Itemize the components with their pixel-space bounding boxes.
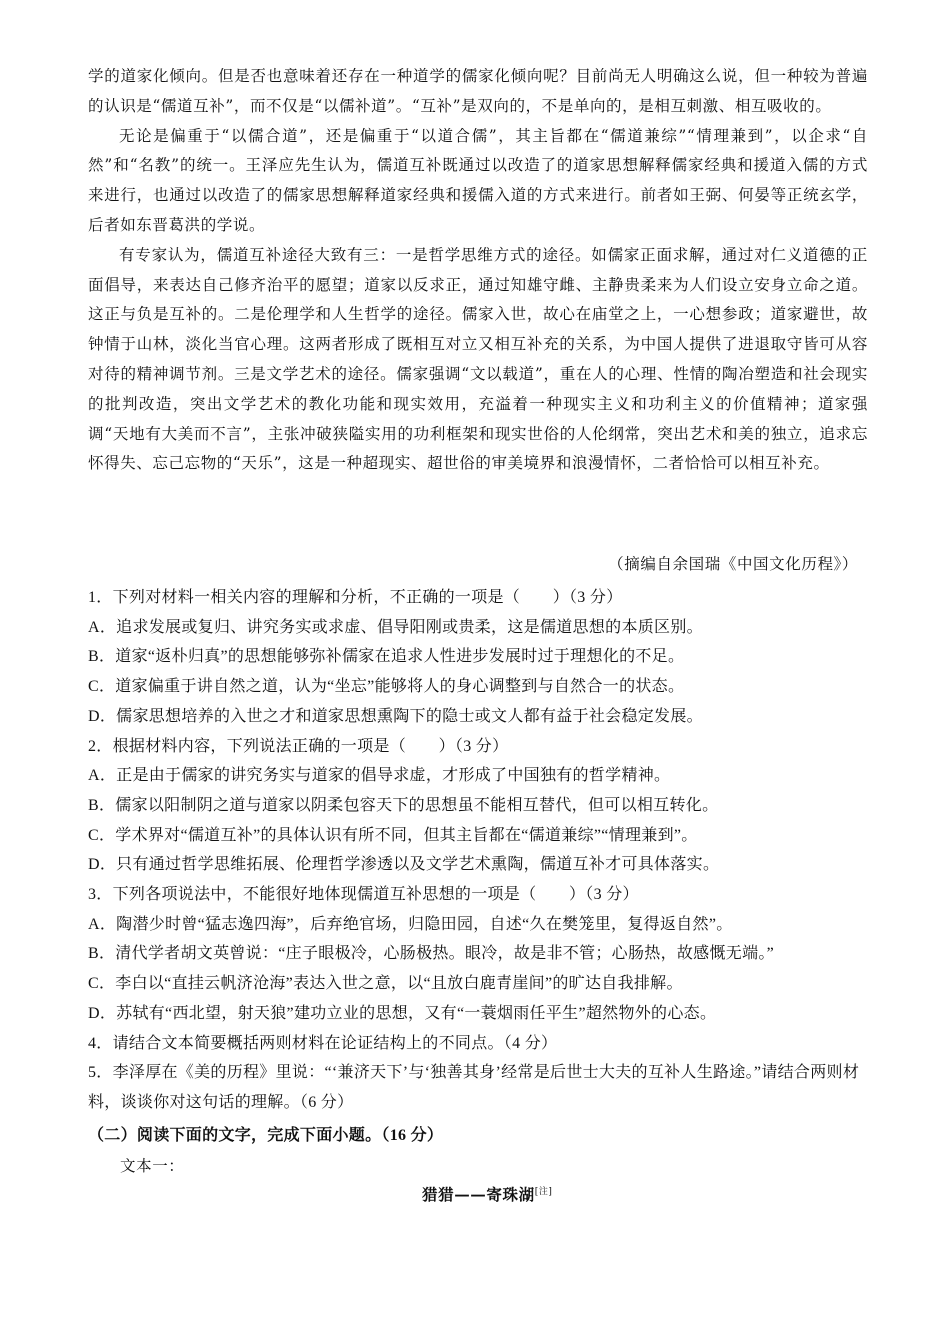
question-3-option-c: C．李白以“直挂云帆济沧海”表达入世之意，以“且放白鹿青崖间”的旷达自我排解。: [88, 975, 683, 993]
poem-title-text: 猎猎——寄珠湖: [422, 1185, 535, 1204]
question-list: [88, 583, 868, 1118]
question-3-option-d: D．苏轼有“西北望，射天狼”建功立业的思想，又有“一蓑烟雨任平生”超然物外的心态。: [88, 1004, 717, 1022]
passage-paragraph-1: 学的道家化倾向。但是否也意味着还存在一种道学的儒家化倾向呢？目前尚无人明确这么说，但一种较为普遍的认识是“儒道互补”，而不仅是“以儒补道”。“互补”是双向的，不是单向的，是相互刺激、相互吸收的。: [88, 67, 868, 115]
question-5: 5．李泽厚在《美的历程》里说：“‘兼济天下’与‘独善其身’经常是后世士大夫的互补人生路途。”请结合两则材料，谈谈你对这句话的理解。（6 分）: [88, 1064, 860, 1111]
question-4: 4．请结合文本简要概括两则材料在论证结构上的不同点。（4 分）: [88, 1034, 558, 1052]
question-1-option-b: B．道家“返朴归真”的思想能够弥补儒家在追求人性进步发展时过于理想化的不足。: [88, 648, 685, 666]
question-1-stem: 1．下列对材料一相关内容的理解和分析，不正确的一项是（ ）（3 分）: [88, 589, 623, 606]
question-3-option-b: B．清代学者胡文英曾说：“庄子眼极冷，心肠极热。眼冷，故是非不管；心肠热，故感慨无端。”: [88, 945, 775, 963]
question-2-option-a: A．正是由于儒家的讲究务实与道家的倡导求虚，才形成了中国独有的哲学精神。: [88, 767, 671, 785]
question-2-option-d: D．只有通过哲学思维拓展、伦理哲学渗透以及文学艺术熏陶，儒道互补才可具体落实。: [88, 856, 720, 874]
section-heading: （二）阅读下面的文字，完成下面小题。（16 分）: [88, 1127, 444, 1144]
question-3-option-a: A．陶潜少时曾“猛志逸四海”，后弃绝官场，归隐田园，自述“久在樊笼里，复得返自然”。: [88, 915, 733, 933]
question-2-option-b: B．儒家以阳制阴之道与道家以阴柔包容天下的思想虽不能相互替代，但可以相互转化。: [88, 796, 719, 814]
poem-note-marker: [注]: [534, 1186, 553, 1197]
question-2-option-c: C．学术界对“儒道互补”的具体认识有所不同，但其主旨都在“儒道兼综”“情理兼到”。: [88, 826, 698, 844]
question-1-option-d: D．儒家思想培养的入世之才和道家思想熏陶下的隐士或文人都有益于社会稳定发展。: [88, 707, 703, 725]
question-1-option-a: A．追求发展或复归、讲究务实或求虚、倡导阳刚或贵柔，这是儒道思想的本质区别。: [88, 618, 703, 636]
question-1-option-c: C．道家偏重于讲自然之道，认为“坐忘”能够将人的身心调整到与自然合一的状态。: [88, 678, 685, 696]
text-one-label: 文本一：: [120, 1157, 185, 1175]
poem-title: [422, 1183, 553, 1205]
passage-paragraph-3: 有专家认为，儒道互补途径大致有三：一是哲学思维方式的途径。如儒家正面求解，通过对仁义道德的正面倡导，来表达自己修齐治平的愿望；道家以反求正，通过知雄守雌、主静贵柔来为人们设立安身立命之道。这正与负是互补的。二是伦理学和人生哲学的途径。儒家入世，故心在庙堂之上，一心想参政；道家避世，故钟情于山林，淡化当官心理。这两者形成了既相互对立又相互补充的关系，为中国人提供了进退取守皆可从容对待的精神调节剂。三是文学艺术的途径。儒家强调“文以载道”，重在人的心理、性情的陶冶塑造和社会现实的批判改造，突出文学艺术的教化功能和现实效用，充溢着一种现实主义和功利主义的价值精神；道家强调“天地有大美而不言”，主张冲破狭隘实用的功利框架和现实世俗的人伦纲常，突出艺术和美的独立，追求忘怀得失、忘己忘物的“天乐”，这是一种超现实、超世俗的审美境界和浪漫情怀，二者恰恰可以相互补充。: [88, 245, 868, 473]
question-3-stem: 3．下列各项说法中，不能很好地体现儒道互补思想的一项是（ ）（3 分）: [88, 886, 639, 904]
passage-source: （摘编自余国瑞《中国文化历程》）: [608, 555, 858, 573]
question-2-stem: 2．根据材料内容，下列说法正确的一项是（ ）（3 分）: [88, 737, 509, 755]
passage-paragraph-2: 无论是偏重于“以儒合道”，还是偏重于“以道合儒”，其主旨都在“儒道兼综”“情理兼到”，以企求“自然”和“名教”的统一。王泽应先生认为，儒道互补既通过以改造了的道家思想解释儒家经典和援道入儒的方式来进行，也通过以改造了的儒家思想解释道家经典和援儒入道的方式来进行。前者如王弼、何晏等正统玄学，后者如东晋葛洪的学说。: [88, 126, 868, 234]
passage: [88, 62, 868, 479]
